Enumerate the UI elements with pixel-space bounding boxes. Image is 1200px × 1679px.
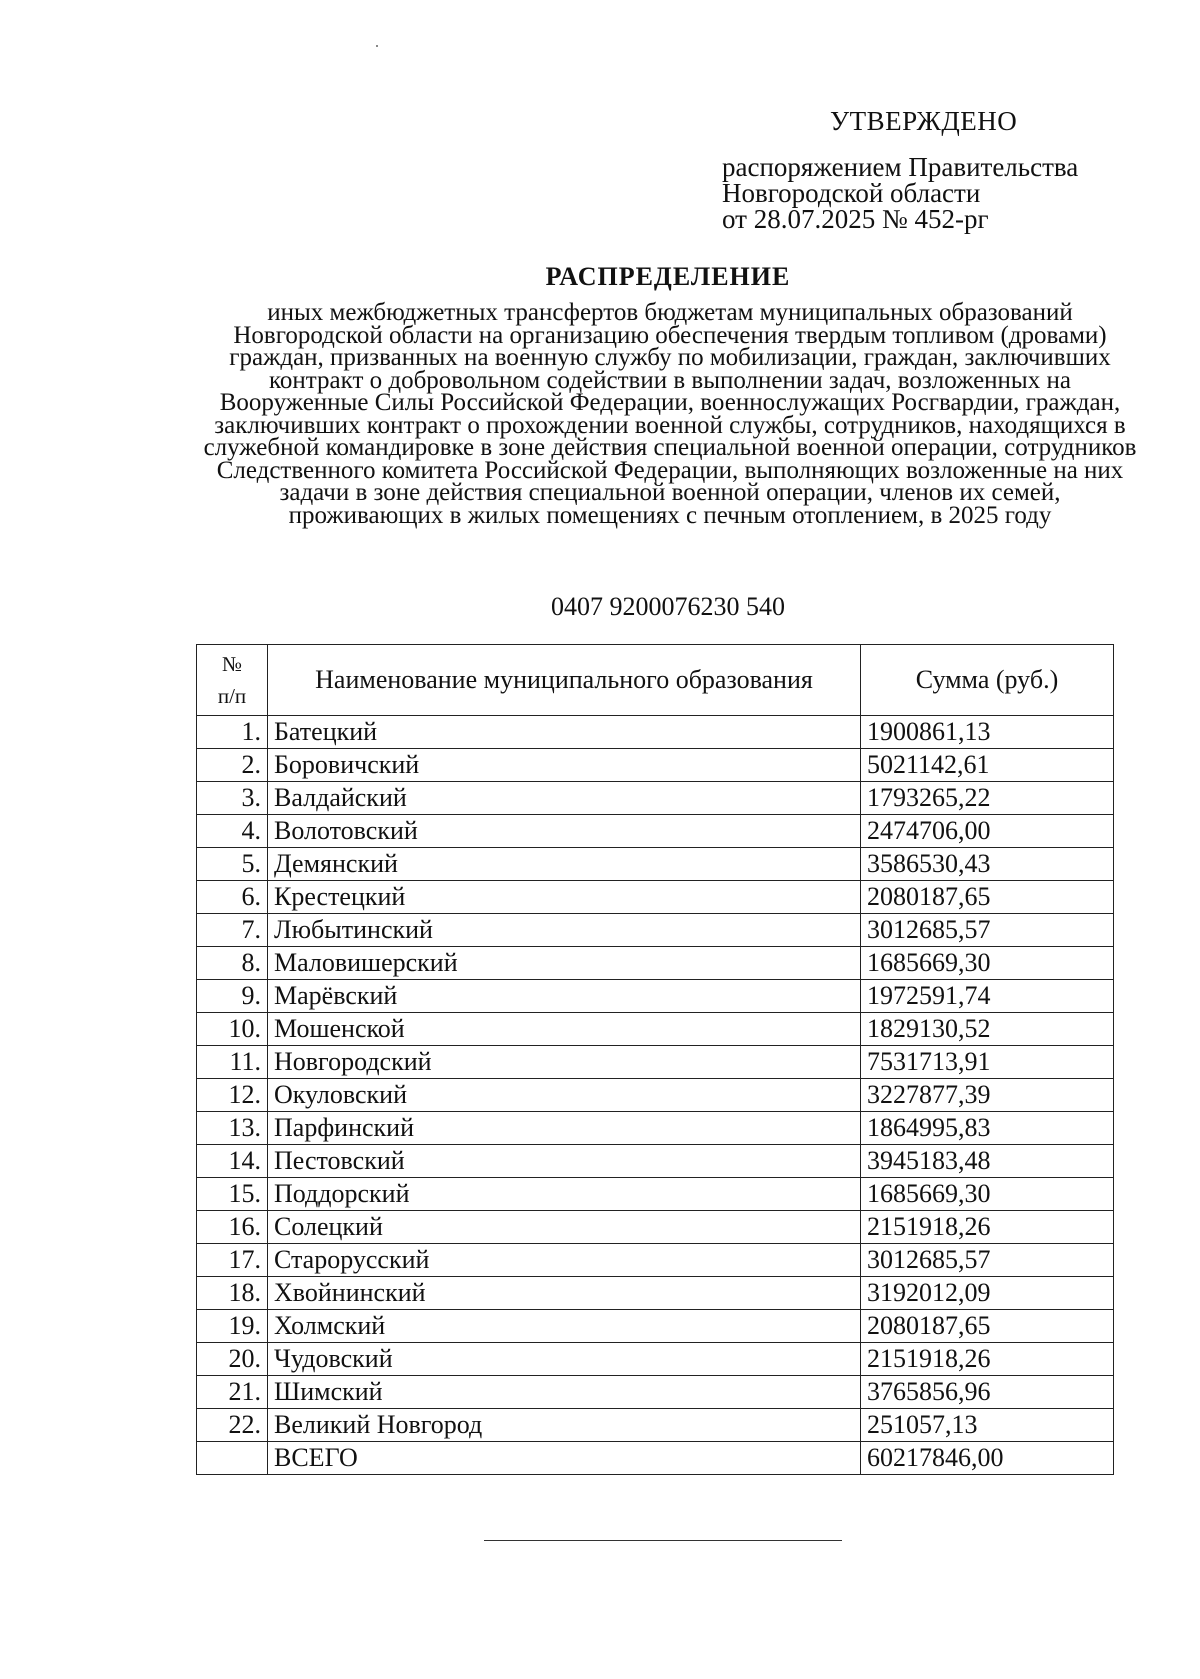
amount: 1793265,22 [861, 782, 1114, 815]
amount: 2151918,26 [861, 1211, 1114, 1244]
municipality-name: Боровичский [268, 749, 861, 782]
total-number [197, 1442, 268, 1475]
header-name: Наименование муниципального образования [268, 645, 861, 716]
table-row [197, 848, 1114, 881]
municipality-name: Хвойнинский [268, 1277, 861, 1310]
amount: 3765856,96 [861, 1376, 1114, 1409]
scan-speck [376, 45, 378, 47]
amount: 1829130,52 [861, 1013, 1114, 1046]
table-row [197, 947, 1114, 980]
amount: 2080187,65 [861, 1310, 1114, 1343]
municipality-name: Валдайский [268, 782, 861, 815]
municipality-name: Старорусский [268, 1244, 861, 1277]
row-number: 20. [197, 1343, 268, 1376]
row-number: 13. [197, 1112, 268, 1145]
header-num-line2: п/п [217, 684, 247, 708]
amount: 3586530,43 [861, 848, 1114, 881]
row-number: 3. [197, 782, 268, 815]
amount: 3945183,48 [861, 1145, 1114, 1178]
row-number: 2. [197, 749, 268, 782]
table-row [197, 1145, 1114, 1178]
table-row [197, 1277, 1114, 1310]
municipality-name: Чудовский [268, 1343, 861, 1376]
approved-word: УТВЕРЖДЕНО [830, 106, 1018, 136]
municipality-name: Шимский [268, 1376, 861, 1409]
amount: 1864995,83 [861, 1112, 1114, 1145]
table-body [197, 716, 1114, 1475]
table-row [197, 881, 1114, 914]
table-row [197, 1079, 1114, 1112]
row-number: 18. [197, 1277, 268, 1310]
municipality-name: Марёвский [268, 980, 861, 1013]
municipality-name: Окуловский [268, 1079, 861, 1112]
row-number: 6. [197, 881, 268, 914]
row-number: 5. [197, 848, 268, 881]
row-number: 17. [197, 1244, 268, 1277]
amount: 1685669,30 [861, 947, 1114, 980]
table-row [197, 1046, 1114, 1079]
municipality-name: Парфинский [268, 1112, 861, 1145]
approval-line-2: Новгородской области [722, 178, 981, 208]
municipality-name: Маловишерский [268, 947, 861, 980]
row-number: 12. [197, 1079, 268, 1112]
approval-line-1: распоряжением Правительства [722, 152, 1079, 182]
table-row [197, 1310, 1114, 1343]
table-row [197, 1343, 1114, 1376]
table-row [197, 980, 1114, 1013]
table-row [197, 1211, 1114, 1244]
table-row [197, 716, 1114, 749]
row-number: 1. [197, 716, 268, 749]
header-sum: Сумма (руб.) [861, 645, 1114, 716]
row-number: 15. [197, 1178, 268, 1211]
table-row [197, 914, 1114, 947]
row-number: 10. [197, 1013, 268, 1046]
approval-line-3: от 28.07.2025 № 452-рг [722, 204, 989, 234]
amount: 1685669,30 [861, 1178, 1114, 1211]
table-row [197, 1013, 1114, 1046]
table-row [197, 1244, 1114, 1277]
amount: 2151918,26 [861, 1343, 1114, 1376]
total-label: ВСЕГО [268, 1442, 861, 1475]
amount: 1900861,13 [861, 716, 1114, 749]
document-subtitle: иных межбюджетных трансфертов бюджетам муниципальных образований Новгородской области на организацию обеспечения твердым топливом (дровами) граждан, призванных на военную службу по мобилизации, граждан, заключивших контракт о добровольном содействии в выполнении задач, возложенных на Вооруженные Силы Российской Федерации, военнослужащих Росгвардии, граждан, заключивших контракт о прохождении военной службы, сотрудников, находящихся в служебной командировке в зоне действия специальной военной операции, сотрудников Следственного комитета Российской Федерации, выполняющих возложенные на них задачи в зоне действия специальной военной операции, членов их семей, проживающих в жилых помещениях с печным отоплением, в 2025 году [203, 299, 1137, 529]
table-row [197, 782, 1114, 815]
amount: 3012685,57 [861, 914, 1114, 947]
table-row [197, 1178, 1114, 1211]
row-number: 9. [197, 980, 268, 1013]
amount: 2474706,00 [861, 815, 1114, 848]
amount: 5021142,61 [861, 749, 1114, 782]
row-number: 19. [197, 1310, 268, 1343]
amount: 3227877,39 [861, 1079, 1114, 1112]
amount: 3012685,57 [861, 1244, 1114, 1277]
total-amount: 60217846,00 [861, 1442, 1114, 1475]
municipality-name: Пестовский [268, 1145, 861, 1178]
row-number: 11. [197, 1046, 268, 1079]
municipality-name: Волотовский [268, 815, 861, 848]
row-number: 8. [197, 947, 268, 980]
row-number: 21. [197, 1376, 268, 1409]
municipality-name: Любытинский [268, 914, 861, 947]
amount: 7531713,91 [861, 1046, 1114, 1079]
municipality-name: Новгородский [268, 1046, 861, 1079]
table-row [197, 815, 1114, 848]
amount: 1972591,74 [861, 980, 1114, 1013]
row-number: 7. [197, 914, 268, 947]
table-row [197, 1409, 1114, 1442]
table-row [197, 1376, 1114, 1409]
row-number: 14. [197, 1145, 268, 1178]
table-row [197, 1112, 1114, 1145]
amount: 251057,13 [861, 1409, 1114, 1442]
budget-code: 0407 9200076230 540 [551, 592, 785, 621]
amount: 2080187,65 [861, 881, 1114, 914]
municipality-name: Холмский [268, 1310, 861, 1343]
municipality-name: Демянский [268, 848, 861, 881]
document-title: РАСПРЕДЕЛЕНИЕ [545, 262, 791, 291]
municipality-name: Батецкий [268, 716, 861, 749]
row-number: 4. [197, 815, 268, 848]
municipality-name: Крестецкий [268, 881, 861, 914]
row-number: 16. [197, 1211, 268, 1244]
municipality-name: Великий Новгород [268, 1409, 861, 1442]
municipality-name: Солецкий [268, 1211, 861, 1244]
total-row [197, 1442, 1114, 1475]
table-row [197, 749, 1114, 782]
municipality-name: Поддорский [268, 1178, 861, 1211]
footer-divider [484, 1540, 842, 1541]
distribution-table [196, 644, 1114, 1475]
header-num [197, 645, 268, 716]
table-header-row [197, 645, 1114, 716]
amount: 3192012,09 [861, 1277, 1114, 1310]
row-number: 22. [197, 1409, 268, 1442]
header-num-line1: № [221, 652, 243, 676]
approval-block [722, 108, 1142, 232]
municipality-name: Мошенской [268, 1013, 861, 1046]
